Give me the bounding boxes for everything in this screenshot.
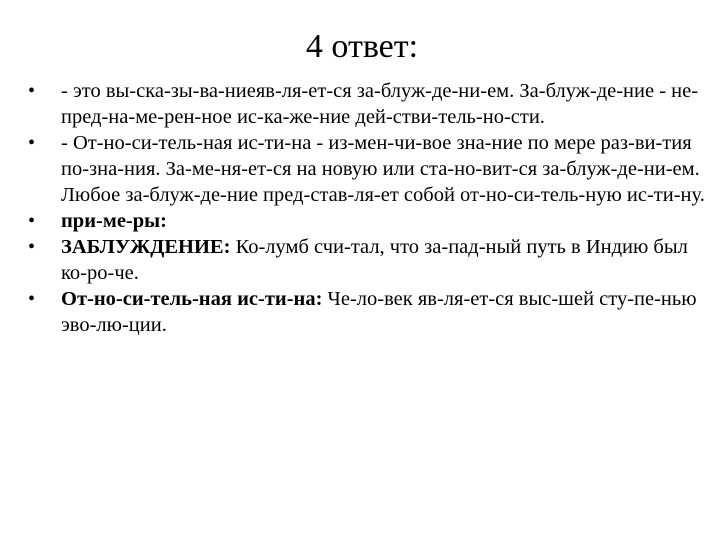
bullet-body: - это вы-ска-зы-ва-ниеяв-ля-ет-ся за-блуж-де-ни-ем. За-блуж-де-ние - не-пред-на-ме-рен-ное ис-ка-же-ние дей-стви-тель-но-сти.: [61, 80, 699, 128]
bullet-text: [61, 130, 708, 208]
bullet-list: [28, 78, 708, 338]
bullet-dot-icon: •: [28, 132, 36, 154]
bullet-bold-lead: От-но-си-тель-ная ис-ти-на:: [61, 288, 323, 310]
bullet-body: Ко-лумб счи-тал, что за-пад-ный путь в Индию был ко-ро-че.: [61, 236, 688, 284]
bullet-dot-icon: •: [28, 210, 36, 232]
bullet-dot-icon: •: [28, 236, 36, 258]
bullet-bold-lead: ЗАБЛУЖДЕНИЕ:: [61, 236, 231, 258]
bullet-body: Че-ло-век яв-ля-ет-ся выс-шей сту-пе-нью эво-лю-ции.: [61, 288, 697, 336]
bullet-text: [61, 208, 708, 234]
bullet-item-1: [28, 78, 708, 130]
bullet-dot-icon: •: [28, 80, 36, 102]
bullet-item-5: [28, 286, 708, 338]
bullet-text: [61, 78, 708, 130]
bullet-item-2: [28, 130, 708, 208]
bullet-text: [61, 234, 708, 286]
slide-title: 4 ответ:: [305, 28, 419, 65]
bullet-bold-lead: при-ме-ры:: [61, 210, 167, 232]
bullet-item-3: [28, 208, 708, 234]
bullet-body: - От-но-си-тель-ная ис-ти-на - из-мен-чи-вое зна-ние по мере раз-ви-тия по-зна-ния. За-ме-ня-ет-ся на новую или ста-но-вит-ся за-блуж-де-ни-ем. Любое за-блуж-де-ние пред-став-ля-ет собой от-но-си-тель-ную ис-ти-ну.: [61, 132, 705, 206]
bullet-text: [61, 286, 708, 338]
bullet-item-4: [28, 234, 708, 286]
bullet-dot-icon: •: [28, 288, 36, 310]
